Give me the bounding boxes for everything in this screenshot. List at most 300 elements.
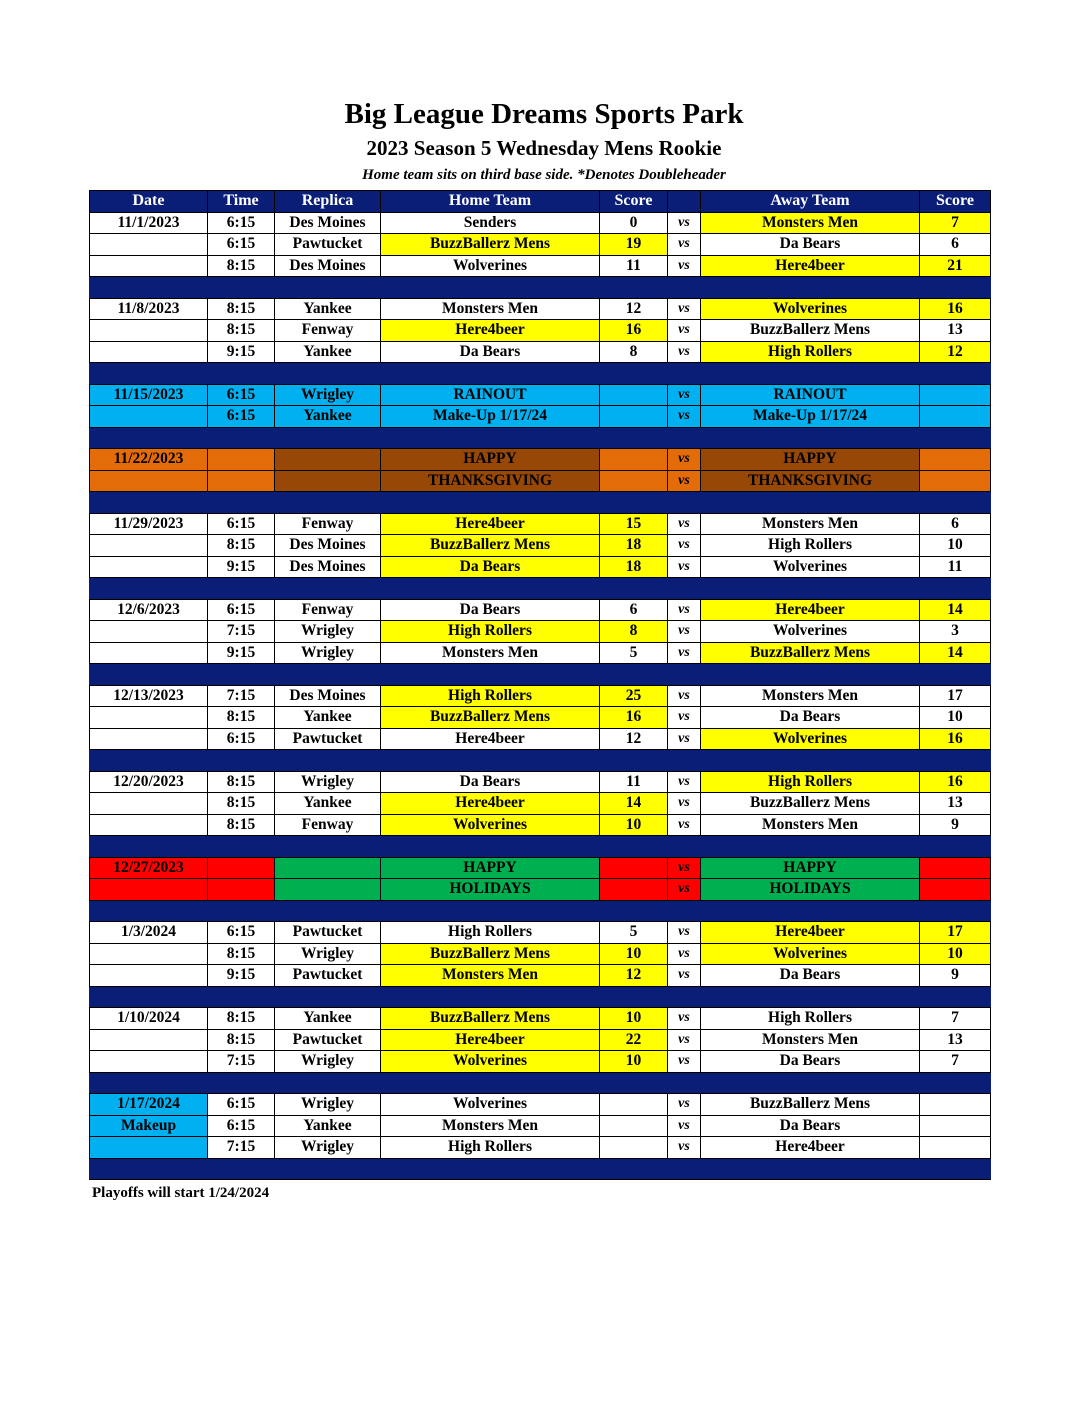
playoffs-note: Playoffs will start 1/24/2024	[92, 1185, 270, 1201]
separator-cell	[600, 578, 668, 600]
separator-row	[90, 1072, 991, 1094]
away-score-cell: 16	[920, 728, 991, 750]
vs-cell: vs	[668, 857, 701, 879]
replica-cell: Wrigley	[275, 1051, 381, 1073]
separator-cell	[600, 277, 668, 299]
vs-cell: vs	[668, 793, 701, 815]
separator-cell	[381, 900, 600, 922]
replica-cell: Yankee	[275, 406, 381, 428]
separator-cell	[208, 1158, 275, 1180]
away-score-cell	[920, 449, 991, 471]
home-score-cell: 12	[600, 728, 668, 750]
home-team-cell: Da Bears	[381, 599, 600, 621]
date-cell	[90, 341, 208, 363]
away-score-cell: 17	[920, 685, 991, 707]
game-row	[90, 728, 991, 750]
game-row	[90, 965, 991, 987]
replica-cell: Fenway	[275, 513, 381, 535]
away-team-cell: BuzzBallerz Mens	[701, 320, 920, 342]
replica-cell: Wrigley	[275, 1137, 381, 1159]
separator-cell	[90, 664, 208, 686]
makeup-row	[90, 1137, 991, 1159]
makeup-row	[90, 1115, 991, 1137]
game-row	[90, 707, 991, 729]
column-header: Time	[208, 191, 275, 213]
home-team-cell: Wolverines	[381, 1094, 600, 1116]
replica-cell: Yankee	[275, 1115, 381, 1137]
date-cell	[90, 728, 208, 750]
replica-cell: Wrigley	[275, 1094, 381, 1116]
away-team-cell: Wolverines	[701, 298, 920, 320]
replica-cell: Des Moines	[275, 255, 381, 277]
home-team-cell: HAPPY	[381, 857, 600, 879]
home-team-cell: Wolverines	[381, 1051, 600, 1073]
rain-row	[90, 384, 991, 406]
vs-cell: vs	[668, 707, 701, 729]
vs-cell: vs	[668, 556, 701, 578]
separator-cell	[701, 427, 920, 449]
replica-cell: Fenway	[275, 320, 381, 342]
away-score-cell: 13	[920, 793, 991, 815]
game-row	[90, 1051, 991, 1073]
game-row	[90, 1008, 991, 1030]
vs-cell: vs	[668, 535, 701, 557]
home-team-cell: Monsters Men	[381, 642, 600, 664]
home-team-cell: Wolverines	[381, 814, 600, 836]
home-score-cell	[600, 470, 668, 492]
separator-cell	[90, 750, 208, 772]
makeup-row	[90, 1094, 991, 1116]
time-cell: 6:15	[208, 1115, 275, 1137]
separator-cell	[275, 1158, 381, 1180]
separator-cell	[920, 836, 991, 858]
vs-cell: vs	[668, 642, 701, 664]
away-score-cell: 10	[920, 535, 991, 557]
date-cell	[90, 535, 208, 557]
home-score-cell: 14	[600, 793, 668, 815]
time-cell: 6:15	[208, 406, 275, 428]
separator-cell	[920, 277, 991, 299]
replica-cell: Wrigley	[275, 943, 381, 965]
separator-row	[90, 277, 991, 299]
separator-cell	[381, 1072, 600, 1094]
separator-cell	[208, 664, 275, 686]
away-team-cell: Here4beer	[701, 1137, 920, 1159]
replica-cell: Fenway	[275, 814, 381, 836]
away-score-cell: 14	[920, 599, 991, 621]
time-cell: 9:15	[208, 341, 275, 363]
separator-row	[90, 664, 991, 686]
time-cell	[208, 449, 275, 471]
vs-cell: vs	[668, 879, 701, 901]
date-cell	[90, 707, 208, 729]
home-score-cell: 12	[600, 965, 668, 987]
away-team-cell: Make-Up 1/17/24	[701, 406, 920, 428]
date-cell	[90, 642, 208, 664]
away-score-cell: 3	[920, 621, 991, 643]
separator-cell	[701, 986, 920, 1008]
game-row	[90, 513, 991, 535]
separator-cell	[275, 900, 381, 922]
away-score-cell: 12	[920, 341, 991, 363]
separator-cell	[600, 427, 668, 449]
separator-cell	[275, 427, 381, 449]
home-score-cell: 19	[600, 234, 668, 256]
home-score-cell: 16	[600, 707, 668, 729]
away-score-cell: 10	[920, 707, 991, 729]
home-score-cell: 8	[600, 341, 668, 363]
time-cell: 7:15	[208, 621, 275, 643]
separator-cell	[90, 578, 208, 600]
column-header: Replica	[275, 191, 381, 213]
separator-cell	[600, 900, 668, 922]
separator-cell	[600, 1072, 668, 1094]
away-team-cell: Here4beer	[701, 922, 920, 944]
time-cell: 8:15	[208, 707, 275, 729]
replica-cell: Des Moines	[275, 212, 381, 234]
date-cell	[90, 255, 208, 277]
time-cell: 7:15	[208, 1137, 275, 1159]
separator-cell	[90, 986, 208, 1008]
vs-cell: vs	[668, 1029, 701, 1051]
game-row	[90, 298, 991, 320]
away-team-cell: HAPPY	[701, 449, 920, 471]
separator-cell	[701, 900, 920, 922]
separator-cell	[90, 492, 208, 514]
home-team-cell: Monsters Men	[381, 965, 600, 987]
vs-cell: vs	[668, 771, 701, 793]
date-cell: 1/10/2024	[90, 1008, 208, 1030]
schedule-table	[89, 190, 991, 1180]
away-score-cell: 7	[920, 212, 991, 234]
home-score-cell: 18	[600, 535, 668, 557]
separator-cell	[90, 363, 208, 385]
replica-cell	[275, 879, 381, 901]
home-score-cell: 25	[600, 685, 668, 707]
home-score-cell: 11	[600, 771, 668, 793]
home-team-cell: Here4beer	[381, 513, 600, 535]
separator-cell	[668, 492, 701, 514]
replica-cell: Yankee	[275, 298, 381, 320]
date-cell	[90, 406, 208, 428]
separator-row	[90, 900, 991, 922]
game-row	[90, 320, 991, 342]
separator-cell	[600, 664, 668, 686]
separator-cell	[668, 836, 701, 858]
date-cell	[90, 879, 208, 901]
time-cell: 9:15	[208, 642, 275, 664]
home-score-cell: 15	[600, 513, 668, 535]
home-score-cell: 22	[600, 1029, 668, 1051]
time-cell: 6:15	[208, 599, 275, 621]
time-cell: 8:15	[208, 1029, 275, 1051]
time-cell: 6:15	[208, 728, 275, 750]
time-cell: 6:15	[208, 1094, 275, 1116]
separator-cell	[701, 492, 920, 514]
separator-cell	[208, 900, 275, 922]
away-score-cell: 6	[920, 513, 991, 535]
separator-cell	[668, 664, 701, 686]
date-cell	[90, 320, 208, 342]
date-cell: 12/20/2023	[90, 771, 208, 793]
away-score-cell: 21	[920, 255, 991, 277]
separator-cell	[381, 277, 600, 299]
separator-cell	[701, 1072, 920, 1094]
home-score-cell: 0	[600, 212, 668, 234]
holiday-row	[90, 879, 991, 901]
vs-cell: vs	[668, 341, 701, 363]
separator-cell	[208, 492, 275, 514]
away-score-cell: 7	[920, 1051, 991, 1073]
vs-cell: vs	[668, 814, 701, 836]
date-cell: 11/8/2023	[90, 298, 208, 320]
time-cell: 6:15	[208, 384, 275, 406]
home-team-cell: Here4beer	[381, 320, 600, 342]
separator-cell	[275, 1072, 381, 1094]
separator-cell	[920, 492, 991, 514]
date-cell	[90, 1051, 208, 1073]
away-score-cell: 6	[920, 234, 991, 256]
vs-cell: vs	[668, 1094, 701, 1116]
date-cell: 12/13/2023	[90, 685, 208, 707]
away-team-cell: Here4beer	[701, 599, 920, 621]
game-row	[90, 685, 991, 707]
home-score-cell	[600, 449, 668, 471]
separator-cell	[920, 664, 991, 686]
thanks-row	[90, 449, 991, 471]
separator-cell	[208, 836, 275, 858]
date-cell	[90, 965, 208, 987]
home-team-cell: High Rollers	[381, 1137, 600, 1159]
game-row	[90, 922, 991, 944]
game-row	[90, 621, 991, 643]
separator-cell	[208, 986, 275, 1008]
away-team-cell: HOLIDAYS	[701, 879, 920, 901]
time-cell: 6:15	[208, 513, 275, 535]
separator-row	[90, 750, 991, 772]
home-score-cell	[600, 879, 668, 901]
away-team-cell: RAINOUT	[701, 384, 920, 406]
time-cell: 8:15	[208, 771, 275, 793]
separator-cell	[208, 363, 275, 385]
vs-cell: vs	[668, 234, 701, 256]
separator-cell	[668, 986, 701, 1008]
replica-cell	[275, 470, 381, 492]
away-score-cell: 11	[920, 556, 991, 578]
rain-row	[90, 406, 991, 428]
separator-cell	[275, 277, 381, 299]
separator-cell	[381, 427, 600, 449]
replica-cell: Wrigley	[275, 642, 381, 664]
away-team-cell: Monsters Men	[701, 685, 920, 707]
home-score-cell: 8	[600, 621, 668, 643]
separator-cell	[701, 664, 920, 686]
separator-cell	[701, 277, 920, 299]
away-team-cell: Da Bears	[701, 965, 920, 987]
home-team-cell: HOLIDAYS	[381, 879, 600, 901]
date-cell: 11/1/2023	[90, 212, 208, 234]
separator-cell	[208, 750, 275, 772]
away-team-cell: Da Bears	[701, 707, 920, 729]
separator-cell	[381, 1158, 600, 1180]
away-team-cell: Wolverines	[701, 556, 920, 578]
away-team-cell: THANKSGIVING	[701, 470, 920, 492]
home-team-cell: BuzzBallerz Mens	[381, 535, 600, 557]
home-score-cell: 16	[600, 320, 668, 342]
replica-cell: Pawtucket	[275, 922, 381, 944]
home-score-cell: 6	[600, 599, 668, 621]
time-cell: 6:15	[208, 922, 275, 944]
separator-cell	[275, 750, 381, 772]
separator-cell	[600, 492, 668, 514]
separator-cell	[668, 277, 701, 299]
home-team-cell: Senders	[381, 212, 600, 234]
time-cell: 9:15	[208, 965, 275, 987]
vs-cell: vs	[668, 212, 701, 234]
vs-cell: vs	[668, 255, 701, 277]
separator-cell	[920, 986, 991, 1008]
time-cell: 7:15	[208, 1051, 275, 1073]
time-cell: 8:15	[208, 298, 275, 320]
replica-cell	[275, 857, 381, 879]
home-team-cell: HAPPY	[381, 449, 600, 471]
separator-row	[90, 427, 991, 449]
separator-cell	[90, 836, 208, 858]
home-team-cell: BuzzBallerz Mens	[381, 707, 600, 729]
separator-cell	[381, 986, 600, 1008]
game-row	[90, 535, 991, 557]
game-row	[90, 771, 991, 793]
separator-cell	[600, 986, 668, 1008]
away-score-cell: 17	[920, 922, 991, 944]
separator-row	[90, 492, 991, 514]
away-team-cell: Wolverines	[701, 943, 920, 965]
vs-cell: vs	[668, 320, 701, 342]
replica-cell: Des Moines	[275, 535, 381, 557]
away-score-cell	[920, 470, 991, 492]
vs-cell: vs	[668, 621, 701, 643]
away-score-cell	[920, 1094, 991, 1116]
away-team-cell: Here4beer	[701, 255, 920, 277]
home-score-cell	[600, 1137, 668, 1159]
time-cell	[208, 470, 275, 492]
away-team-cell: High Rollers	[701, 771, 920, 793]
column-header: Home Team	[381, 191, 600, 213]
separator-cell	[668, 578, 701, 600]
separator-cell	[668, 900, 701, 922]
time-cell: 7:15	[208, 685, 275, 707]
home-score-cell: 5	[600, 642, 668, 664]
replica-cell: Pawtucket	[275, 1029, 381, 1051]
replica-cell: Pawtucket	[275, 728, 381, 750]
away-score-cell: 14	[920, 642, 991, 664]
home-team-cell: Monsters Men	[381, 298, 600, 320]
separator-cell	[701, 836, 920, 858]
separator-row	[90, 363, 991, 385]
away-score-cell	[920, 406, 991, 428]
date-cell: 11/15/2023	[90, 384, 208, 406]
time-cell: 8:15	[208, 814, 275, 836]
time-cell: 8:15	[208, 1008, 275, 1030]
vs-cell: vs	[668, 965, 701, 987]
vs-cell: vs	[668, 1137, 701, 1159]
column-header: Score	[920, 191, 991, 213]
separator-cell	[381, 492, 600, 514]
home-team-cell: High Rollers	[381, 621, 600, 643]
date-cell: 12/6/2023	[90, 599, 208, 621]
away-score-cell: 9	[920, 814, 991, 836]
away-team-cell: HAPPY	[701, 857, 920, 879]
date-cell	[90, 234, 208, 256]
separator-cell	[600, 750, 668, 772]
replica-cell: Yankee	[275, 1008, 381, 1030]
home-score-cell: 18	[600, 556, 668, 578]
home-team-cell: Monsters Men	[381, 1115, 600, 1137]
separator-cell	[90, 427, 208, 449]
home-team-cell: Da Bears	[381, 771, 600, 793]
away-score-cell	[920, 1115, 991, 1137]
separator-cell	[920, 900, 991, 922]
date-cell	[90, 556, 208, 578]
separator-cell	[920, 427, 991, 449]
away-score-cell: 9	[920, 965, 991, 987]
date-cell: 11/22/2023	[90, 449, 208, 471]
vs-cell: vs	[668, 943, 701, 965]
away-team-cell: High Rollers	[701, 341, 920, 363]
replica-cell: Wrigley	[275, 621, 381, 643]
time-cell	[208, 879, 275, 901]
home-team-cell: Here4beer	[381, 793, 600, 815]
vs-cell: vs	[668, 922, 701, 944]
time-cell: 8:15	[208, 320, 275, 342]
date-cell: Makeup	[90, 1115, 208, 1137]
separator-cell	[275, 363, 381, 385]
separator-cell	[920, 578, 991, 600]
separator-cell	[381, 578, 600, 600]
table-header-row	[90, 191, 991, 213]
separator-cell	[208, 427, 275, 449]
away-team-cell: Monsters Men	[701, 513, 920, 535]
replica-cell: Des Moines	[275, 685, 381, 707]
separator-cell	[920, 750, 991, 772]
separator-cell	[208, 578, 275, 600]
home-team-cell: High Rollers	[381, 922, 600, 944]
away-score-cell: 13	[920, 320, 991, 342]
game-row	[90, 793, 991, 815]
page-title: Big League Dreams Sports Park	[344, 98, 744, 130]
away-score-cell	[920, 879, 991, 901]
vs-cell: vs	[668, 470, 701, 492]
home-team-cell: Wolverines	[381, 255, 600, 277]
vs-cell: vs	[668, 298, 701, 320]
separator-row	[90, 1158, 991, 1180]
date-cell	[90, 621, 208, 643]
home-score-cell: 5	[600, 922, 668, 944]
column-header: Date	[90, 191, 208, 213]
separator-cell	[208, 277, 275, 299]
page-subtitle: 2023 Season 5 Wednesday Mens Rookie	[366, 136, 722, 160]
vs-cell: vs	[668, 1008, 701, 1030]
away-team-cell: Monsters Men	[701, 212, 920, 234]
game-row	[90, 341, 991, 363]
game-row	[90, 255, 991, 277]
away-score-cell: 16	[920, 771, 991, 793]
column-header: Away Team	[701, 191, 920, 213]
away-team-cell: Monsters Men	[701, 814, 920, 836]
away-team-cell: Monsters Men	[701, 1029, 920, 1051]
home-team-cell: Da Bears	[381, 341, 600, 363]
separator-cell	[920, 1072, 991, 1094]
